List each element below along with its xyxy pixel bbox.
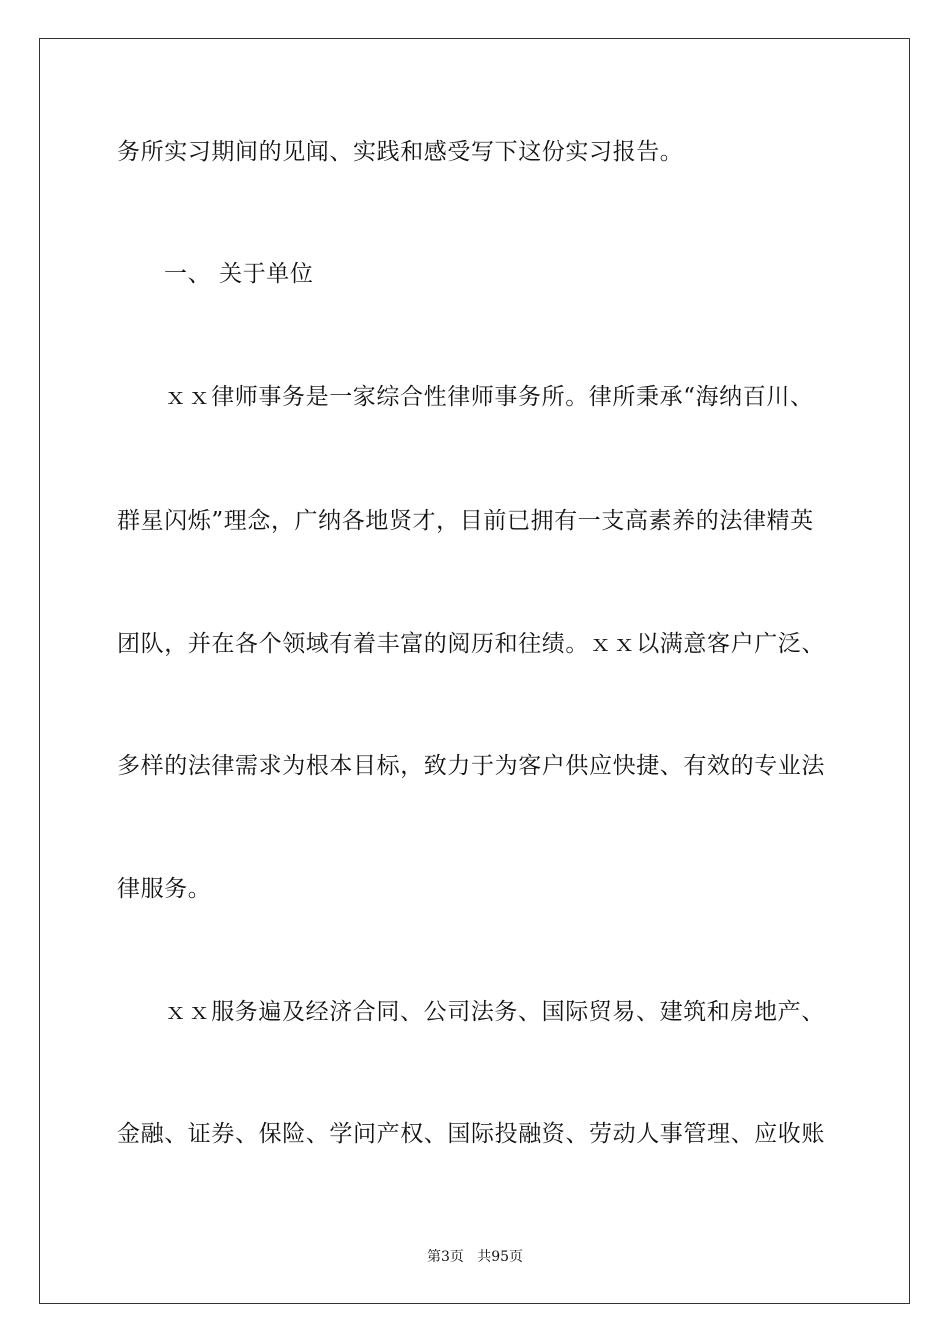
section-heading: 一、 关于单位: [164, 261, 314, 287]
body-line-5: 多样的法律需求为根本目标，致力于为客户供应快捷、有效的专业法: [117, 753, 825, 779]
body-line-1: 务所实习期间的见闻、实践和感受写下这份实习报告。: [117, 139, 684, 165]
page-footer: 第3页 共95页: [426, 1249, 524, 1265]
body-line-8: 金融、证券、保险、学问产权、国际投融资、劳动人事管理、应收账: [117, 1121, 825, 1147]
page-border: [39, 38, 910, 1304]
body-line-2: ｘｘ律师事务是一家综合性律师事务所。律所秉承“海纳百川、: [164, 384, 814, 410]
body-line-4: 团队，并在各个领域有着丰富的阅历和往绩。ｘｘ以满意客户广泛、: [117, 631, 825, 657]
body-line-6: 律服务。: [117, 876, 212, 902]
body-line-3: 群星闪烁”理念，广纳各地贤才，目前已拥有一支高素养的法律精英: [117, 508, 814, 534]
body-line-7: ｘｘ服务遍及经济合同、公司法务、国际贸易、建筑和房地产、: [164, 999, 825, 1025]
